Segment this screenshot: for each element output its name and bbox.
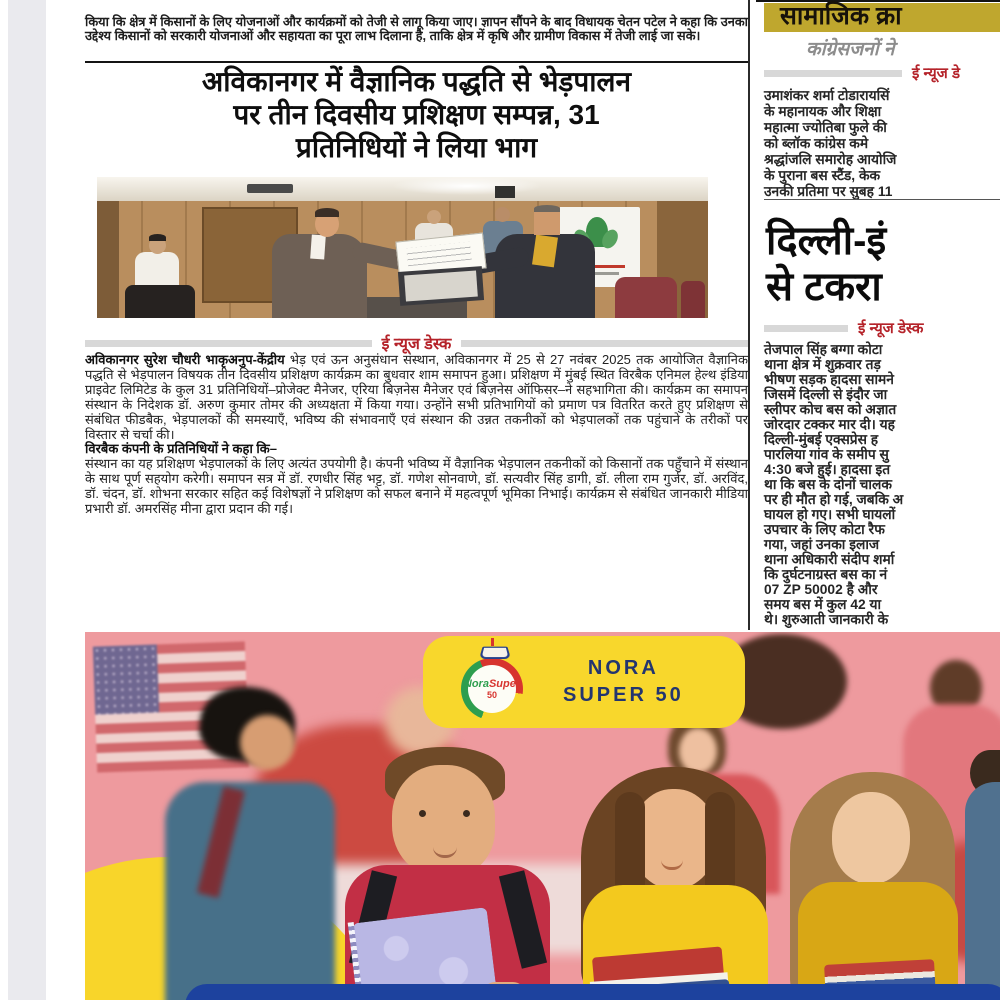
- right-article2-body-line: भीषण सड़क हादसा सामने: [764, 372, 894, 387]
- byline-row: [85, 332, 748, 354]
- right-article2-body-line: थाना क्षेत्र में शुक्रवार तड़: [764, 357, 881, 372]
- right-article1-headline[interactable]: सामाजिक क्रा: [780, 2, 902, 30]
- headline-line: प्रतिनिधियों ने लिया भाग: [295, 132, 538, 163]
- right-article1-subheadline: कांग्रेसजनों ने: [806, 39, 895, 60]
- right-article2-body-line: दिल्ली-मुंबई एक्सप्रेस ह: [764, 432, 879, 447]
- main-article-body[interactable]: [85, 353, 748, 517]
- photo-background-person-hair: [149, 234, 166, 241]
- photo-light-glow: [392, 177, 542, 195]
- ad-title: NORA SUPER 50: [563, 657, 684, 706]
- photo-recipient-right-hair: [534, 205, 560, 212]
- photo-chair: [125, 285, 195, 318]
- article-photo-certificate-presentation[interactable]: [97, 177, 708, 318]
- headline-line: अविकानगर में वैज्ञानिक पद्धति से भेड़पालन: [201, 66, 632, 97]
- photo-speaker: [495, 186, 515, 198]
- nora-super-50-advertisement[interactable]: [85, 632, 1000, 1000]
- photo-wall-left-edge: [97, 201, 119, 318]
- photo-red-chair: [615, 277, 677, 318]
- photo-red-chair: [681, 281, 705, 318]
- nora-super-50-logo: [451, 646, 547, 718]
- logo-wordmark: NoraSuper: [463, 677, 521, 690]
- right-article2-body-line: पर ही मौत हो गई, जबकि अ: [764, 492, 904, 507]
- byline-label: ई न्यूज डे: [912, 65, 960, 82]
- right-article2-body-line: जिसमें दिल्ली से इंदौर जा: [764, 387, 888, 402]
- byline-bar: [764, 70, 902, 77]
- right-article1-body-line: के पुराना बस स्टैंड, केक: [764, 168, 881, 183]
- article-dateline: अविकानगर सुरेश चौधरी भाकृअनुप-केंद्रीय: [85, 352, 285, 367]
- ad-logo-box[interactable]: [423, 636, 745, 728]
- ad-bottom-navy-banner: [185, 984, 1000, 1000]
- right-article2-body-line: थे। शुरुआती जानकारी के: [764, 612, 889, 627]
- right-article2-body-line: घायल हो गए। सभी घायलों: [764, 507, 896, 522]
- byline-label: ई न्यूज डेस्क: [381, 336, 452, 353]
- right-article1-body-line: महात्मा ज्योतिबा फुले की: [764, 120, 887, 135]
- right-article2-body-line: पारलिया गांव के समीप सु: [764, 447, 889, 462]
- photo-ac-vent: [247, 184, 293, 193]
- photo-presenter-left-shirt: [310, 235, 326, 260]
- right-article1-body-line: उमाशंकर शर्मा टोडारायसिं: [764, 88, 890, 103]
- right-article2-body-line: था कि बस के दोनों चालक: [764, 477, 892, 492]
- photo-framed-memento-inner: [404, 271, 478, 302]
- right-article2-headline[interactable]: से टकरा: [766, 265, 882, 309]
- photo-background-person-head: [495, 207, 510, 222]
- right-article2-body-line: कि दुर्घटनाग्रस्त बस का नं: [764, 567, 888, 582]
- logo-inner-disc: [463, 665, 521, 713]
- right-column: [764, 0, 1000, 632]
- student-center-eye: [419, 810, 426, 817]
- student-left-face: [240, 715, 295, 770]
- byline-bar: [764, 325, 848, 332]
- logo-fifty: 50: [486, 689, 497, 700]
- page-left-margin: [8, 0, 46, 1000]
- student-right-face: [832, 792, 910, 884]
- byline-bar-right: [461, 340, 748, 347]
- student-center-face: [392, 765, 495, 877]
- right-article2-body-line: स्लीपर कोच बस को अज्ञात: [764, 402, 897, 417]
- right-article2-body-line: गया, जहां उनका इलाज: [764, 537, 880, 552]
- student-far-right-partial: [965, 782, 1000, 1000]
- byline-bar-left: [85, 340, 372, 347]
- right-article1-body-line: के महानायक और शिक्षा: [764, 104, 882, 119]
- article-subhead: विरबैक कंपनी के प्रतिनिधियों ने कहा कि–: [85, 441, 277, 457]
- right-article2-body-line: 4:30 बजे हुई। हादसा इत: [764, 462, 891, 477]
- right-article2-body-line: 07 ZP 50002 है और: [764, 582, 878, 597]
- student-center-eye: [463, 810, 470, 817]
- photo-presenter-left-hair: [315, 208, 339, 217]
- photo-recipient-right-shirt: [532, 235, 558, 268]
- right-article2-byline-row: [764, 318, 1000, 338]
- right-article2-body-line: उपचार के लिए कोटा रैफ: [764, 522, 885, 537]
- right-article2-body-line: तेजपाल सिंह बग्गा कोटा: [764, 342, 883, 357]
- column-divider-rule: [748, 0, 750, 630]
- right-article2-body-line: जोरदार टक्कर मार दी। यह: [764, 417, 895, 432]
- right-article1-body-line: श्रद्धांजलि समारोह आयोजि: [764, 152, 897, 167]
- main-article-headline[interactable]: [85, 65, 748, 164]
- right-article2-body-line: थाना अधिकारी संदीप शर्मा: [764, 552, 895, 567]
- right-article2-body-line: समय बस में कुल 42 या: [764, 597, 882, 612]
- candle-icon: [491, 638, 494, 646]
- headline-line: पर तीन दिवसीय प्रशिक्षण सम्पन्न, 31: [233, 99, 600, 130]
- byline-label: ई न्यूज डेस्क: [858, 320, 924, 337]
- headline-top-rule: [85, 61, 748, 63]
- article-paragraph: भेड़ एवं ऊन अनुसंधान संस्थान, अविकानगर में 25 से 27 नवंबर 2025 तक आयोजित वैज्ञानिक पद्धति से भेड़पालन विषयक तीन दिवसीय प्रशिक्षण कार्यक्रम का बुधवार शाम समापन हुआ। प्रशिक्षण में मुंबई स्थित विरबैक एनिमल हेल्थ इंडिया प्राइवेट लिमिटेड के कुल 31 प्रतिनिधियों–प्रोजेक्ट मैनेजर, एरिया बिज़नेस मैनेजर एवं बिज़नेस ऑफिसर–ने सहभागिता की। कार्यक्रम का समापन संस्थान के निदेशक डॉ. अरुण कुमार तोमर की अध्यक्षता में किया गया। उन्होंने सभी प्रतिभागियों को प्रमाण पत्र वितरित करते हुए प्रशिक्षण से संबंधित फीडबैक, भेड़पालकों की समस्याएँ, भविष्य की संभावनाएँ एवं संस्थान की उन्नत तकनीकों को भेड़पालकों तक पहुंचाने के तरीकों पर विस्तार से चर्चा की।: [85, 352, 748, 442]
- right-article2-headline[interactable]: दिल्ली-इं: [766, 219, 887, 263]
- right-article-divider-rule: [764, 199, 1000, 200]
- us-flag-canton: [93, 644, 159, 714]
- right-article1-byline-row: [764, 63, 1000, 83]
- open-book-icon: [479, 647, 511, 659]
- student-left-torso: [165, 782, 335, 1000]
- article-paragraph: संस्थान का यह प्रशिक्षण भेड़पालकों के लिए अत्यंत उपयोगी है। कंपनी भविष्य में वैज्ञानिक भेड़पालन तकनीकों को किसानों तक पहुँचाने में संस्थान के साथ पूर्ण सहयोग करेगी। समापन सत्र में डॉ. रणधीर सिंह भट्ट, डॉ. गणेश सोनवाणे, डॉ. सत्यवीर सिंह डागी, डॉ. लीला राम गुर्जर, डॉ. अरविंद, डॉ. चंदन, डॉ. शोभना सरकार सहित कई विशेषज्ञों ने प्रशिक्षण को सफल बनाने में महत्वपूर्ण भूमिका निभाई। कार्यक्रम से संबंधित जानकारी मीडिया प्रभारी डॉ. अमरसिंह मीना द्वारा प्रदान की गई।: [85, 456, 748, 517]
- article-continuation-text: किया कि क्षेत्र में किसानों के लिए योजनाओं और कार्यक्रमों को तेजी से लागू किया जाए। ज्ञापन सौंपने के बाद विधायक चेतन पटेल ने कहा कि उनका उद्देश्य किसानों को सरकारी योजनाओं और सहायता का पूरा लाभ दिलाना है, ताकि क्षेत्र में कृषि और ग्रामीण विकास में तेजी लाई जा सके।: [85, 13, 748, 43]
- photo-background-person-head: [427, 210, 441, 224]
- right-article1-body-line: उनकी प्रतिमा पर सुबह 11: [764, 184, 893, 199]
- right-article1-body-line: को ब्लॉक कांग्रेस कमे: [764, 136, 869, 151]
